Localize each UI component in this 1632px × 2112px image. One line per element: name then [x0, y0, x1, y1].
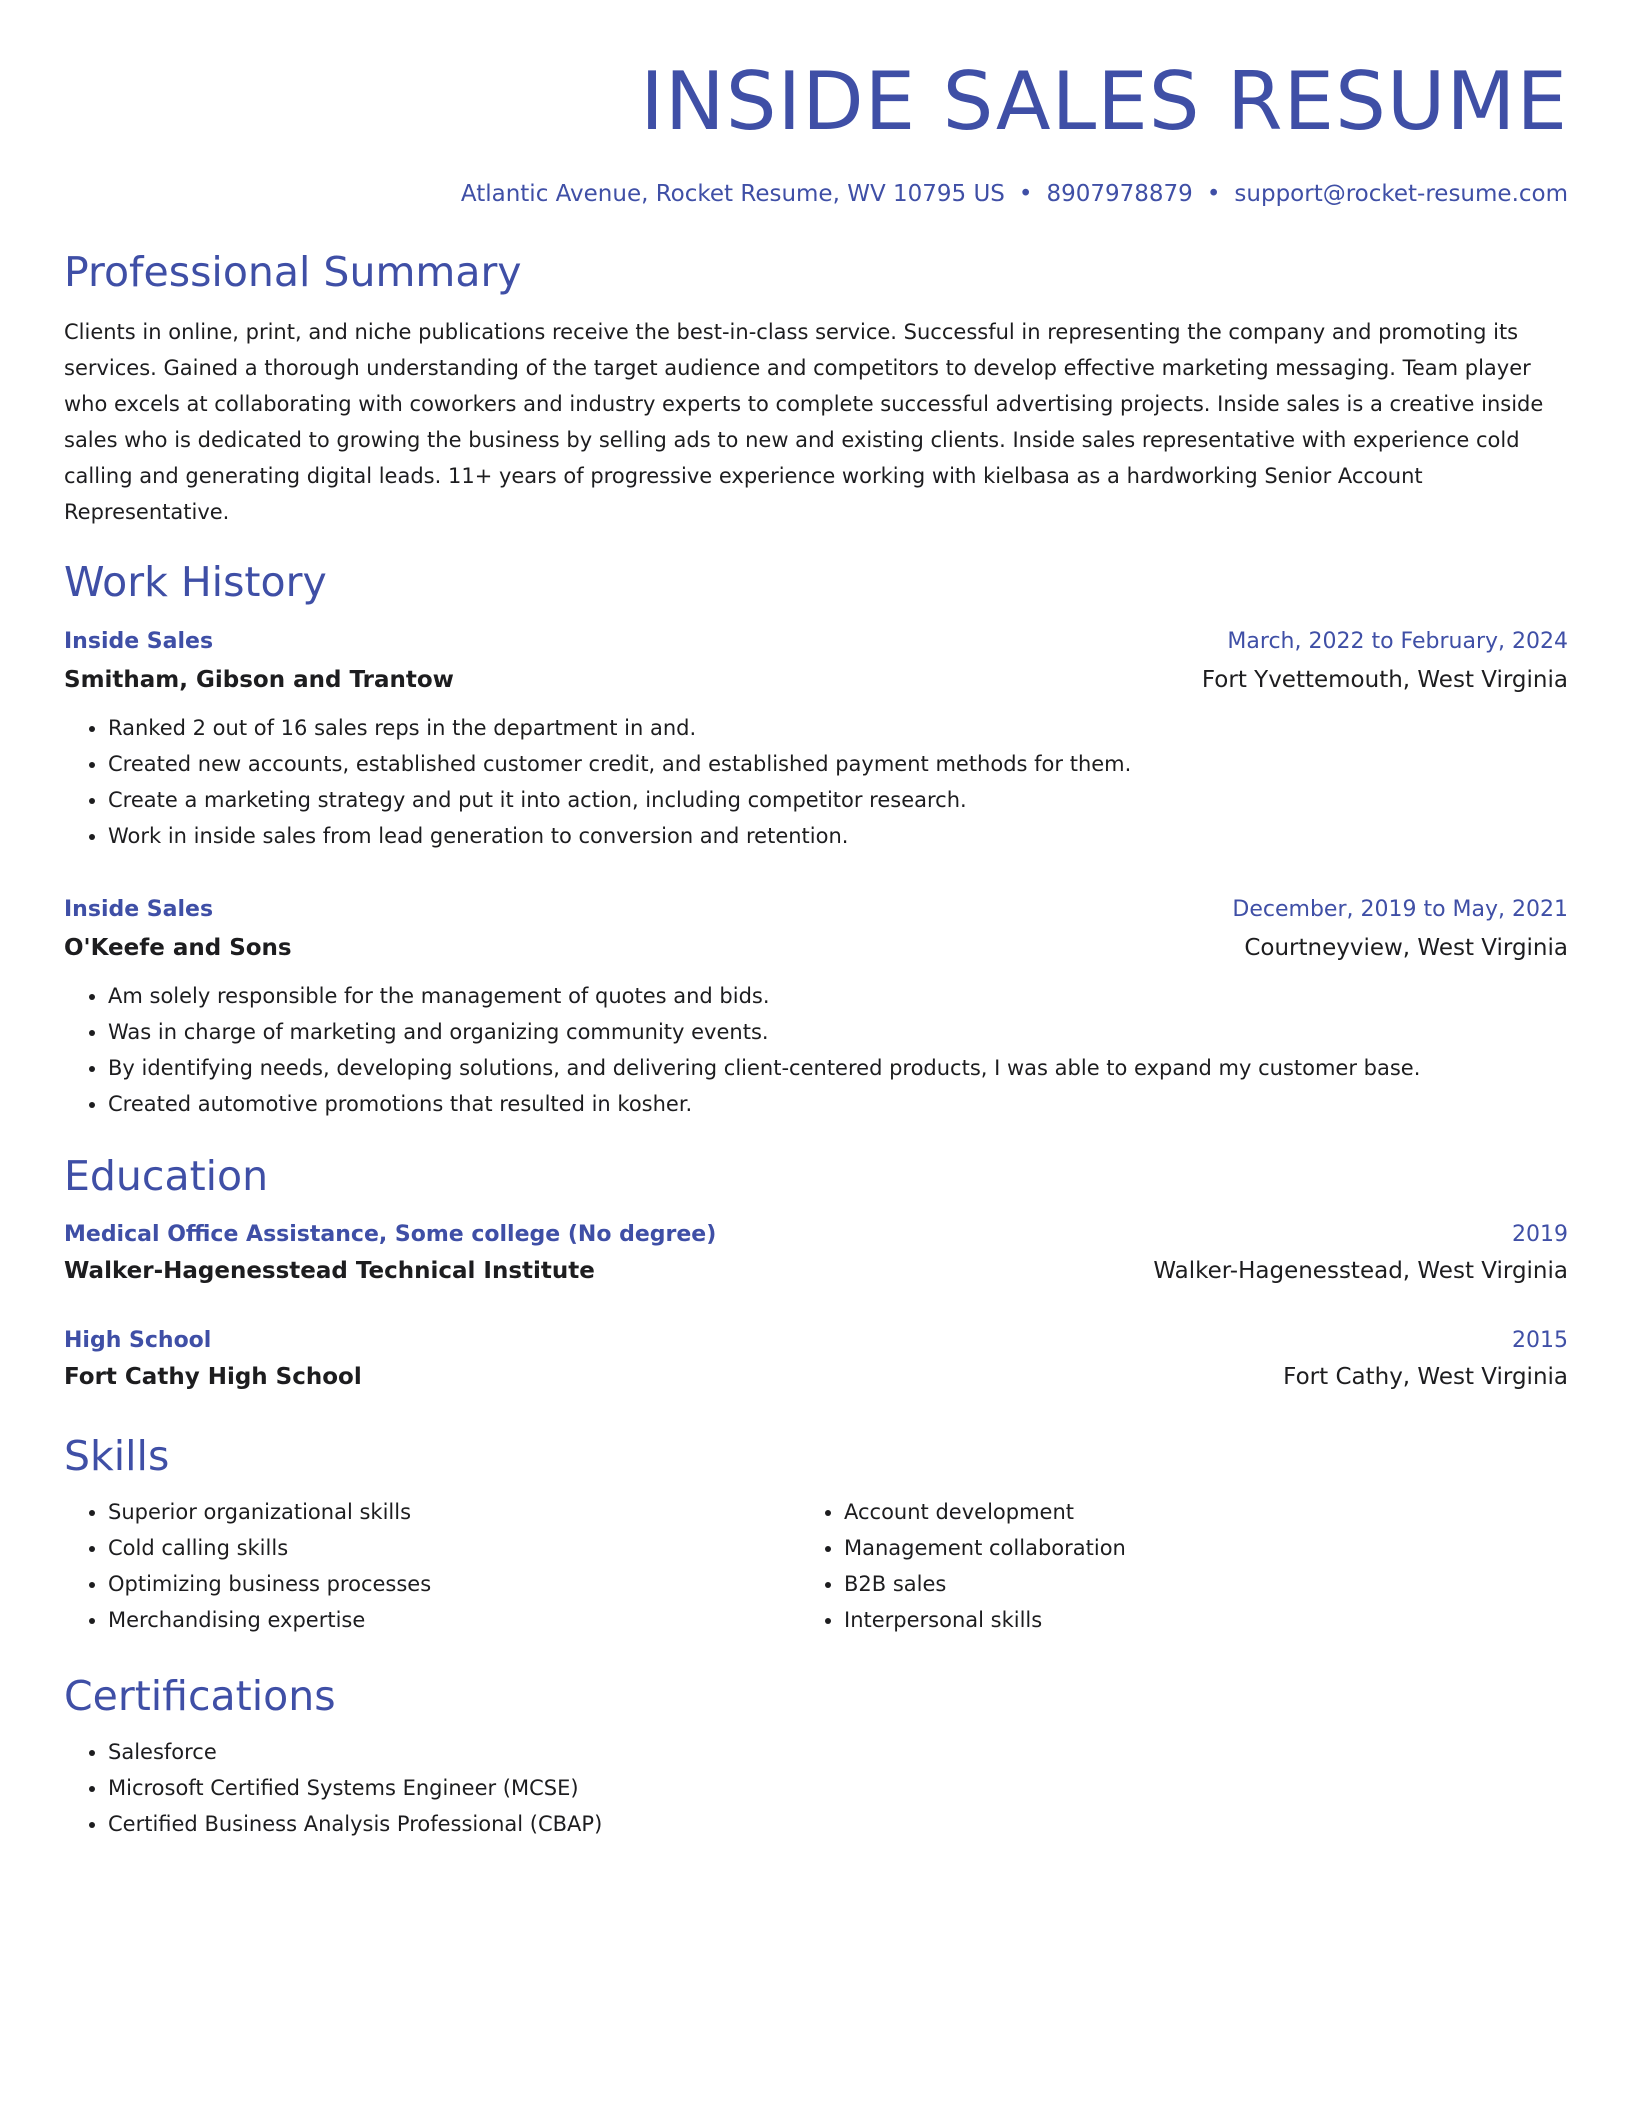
contact-address: Atlantic Avenue, Rocket Resume, WV 10795 US	[460, 181, 1005, 207]
resume-header	[64, 52, 1568, 210]
list-item: • Salesforce	[108, 1734, 1568, 1770]
list-item: • Superior organizational skills	[108, 1494, 800, 1530]
contact-separator: •	[1018, 181, 1033, 207]
job-dates: December, 2019 to May, 2021	[1232, 897, 1568, 922]
list-item: • Account development	[844, 1494, 1536, 1530]
job-role: Inside Sales	[64, 897, 214, 922]
list-item: • Am solely responsible for the management of quotes and bids.	[108, 978, 1568, 1014]
list-item: • Created automotive promotions that resulted in kosher.	[108, 1086, 1568, 1122]
list-item: • Microsoft Certified Systems Engineer (MCSE)	[108, 1770, 1568, 1806]
list-item: • Optimizing business processes	[108, 1566, 800, 1602]
list-item: • Merchandising expertise	[108, 1602, 800, 1638]
skills-heading: Skills	[64, 1432, 170, 1480]
skills-list	[64, 1494, 1568, 1638]
education-degree: Medical Office Assistance, Some college (No degree)	[64, 1222, 717, 1247]
education-entry	[64, 1218, 1568, 1290]
job-location: Courtneyview, West Virginia	[1244, 935, 1568, 961]
summary-heading: Professional Summary	[64, 248, 522, 296]
contact-phone: 8907978879	[1046, 181, 1193, 207]
education-location: Walker-Hagenesstead, West Virginia	[1153, 1258, 1568, 1284]
contact-line	[64, 178, 1568, 210]
contact-email: support@rocket-resume.com	[1234, 181, 1568, 207]
job-entry	[64, 624, 1568, 854]
job-bullets	[64, 978, 1568, 1122]
list-item: • Create a marketing strategy and put it into action, including competitor research.	[108, 782, 1568, 818]
summary-text: Clients in online, print, and niche publications receive the best-in-class service. Successful in representing the company and promoting its services. Gained a thorough understanding of the target audience and competitors to develop effective marketing messaging. Team player who excels at collaborating with coworkers and industry experts to complete successful advertising projects. Inside sales is a creative inside sales who is dedicated to growing the business by selling ads to new and existing clients. Inside sales representative with experience cold calling and generating digital leads. 11+ years of progressive experience working with kielbasa as a hardworking Senior Account Representative.	[64, 320, 1544, 524]
list-item: • B2B sales	[844, 1566, 1536, 1602]
education-year: 2019	[1512, 1222, 1568, 1247]
job-role: Inside Sales	[64, 629, 214, 654]
contact-separator: •	[1206, 181, 1221, 207]
education-year: 2015	[1512, 1328, 1568, 1353]
list-item: • Certified Business Analysis Professional (CBAP)	[108, 1806, 1568, 1842]
resume-title: INSIDE SALES RESUME	[640, 55, 1568, 148]
education-entry	[64, 1324, 1568, 1396]
list-item: • Was in charge of marketing and organizing community events.	[108, 1014, 1568, 1050]
list-item: • Work in inside sales from lead generation to conversion and retention.	[108, 818, 1568, 854]
education-school: Fort Cathy High School	[64, 1364, 362, 1390]
education-location: Fort Cathy, West Virginia	[1283, 1364, 1568, 1390]
job-location: Fort Yvettemouth, West Virginia	[1201, 667, 1568, 693]
certifications-heading: Certifications	[64, 1672, 336, 1720]
job-company: O'Keefe and Sons	[64, 935, 292, 961]
list-item: • By identifying needs, developing solutions, and delivering client-centered products, I was able to expand my customer base.	[108, 1050, 1568, 1086]
education-degree: High School	[64, 1328, 212, 1353]
education-heading: Education	[64, 1152, 269, 1200]
list-item: • Cold calling skills	[108, 1530, 800, 1566]
list-item: • Interpersonal skills	[844, 1602, 1536, 1638]
certifications-list	[64, 1734, 1568, 1842]
skills-column-left	[64, 1494, 800, 1638]
job-dates: March, 2022 to February, 2024	[1227, 629, 1568, 654]
work-history-heading: Work History	[64, 558, 327, 606]
list-item: • Management collaboration	[844, 1530, 1536, 1566]
skills-column-right	[800, 1494, 1536, 1638]
list-item: • Created new accounts, established customer credit, and established payment methods for them.	[108, 746, 1568, 782]
list-item: • Ranked 2 out of 16 sales reps in the department in and.	[108, 710, 1568, 746]
job-company: Smitham, Gibson and Trantow	[64, 667, 454, 693]
job-entry	[64, 892, 1568, 1122]
education-school: Walker-Hagenesstead Technical Institute	[64, 1258, 595, 1284]
job-bullets	[64, 710, 1568, 854]
